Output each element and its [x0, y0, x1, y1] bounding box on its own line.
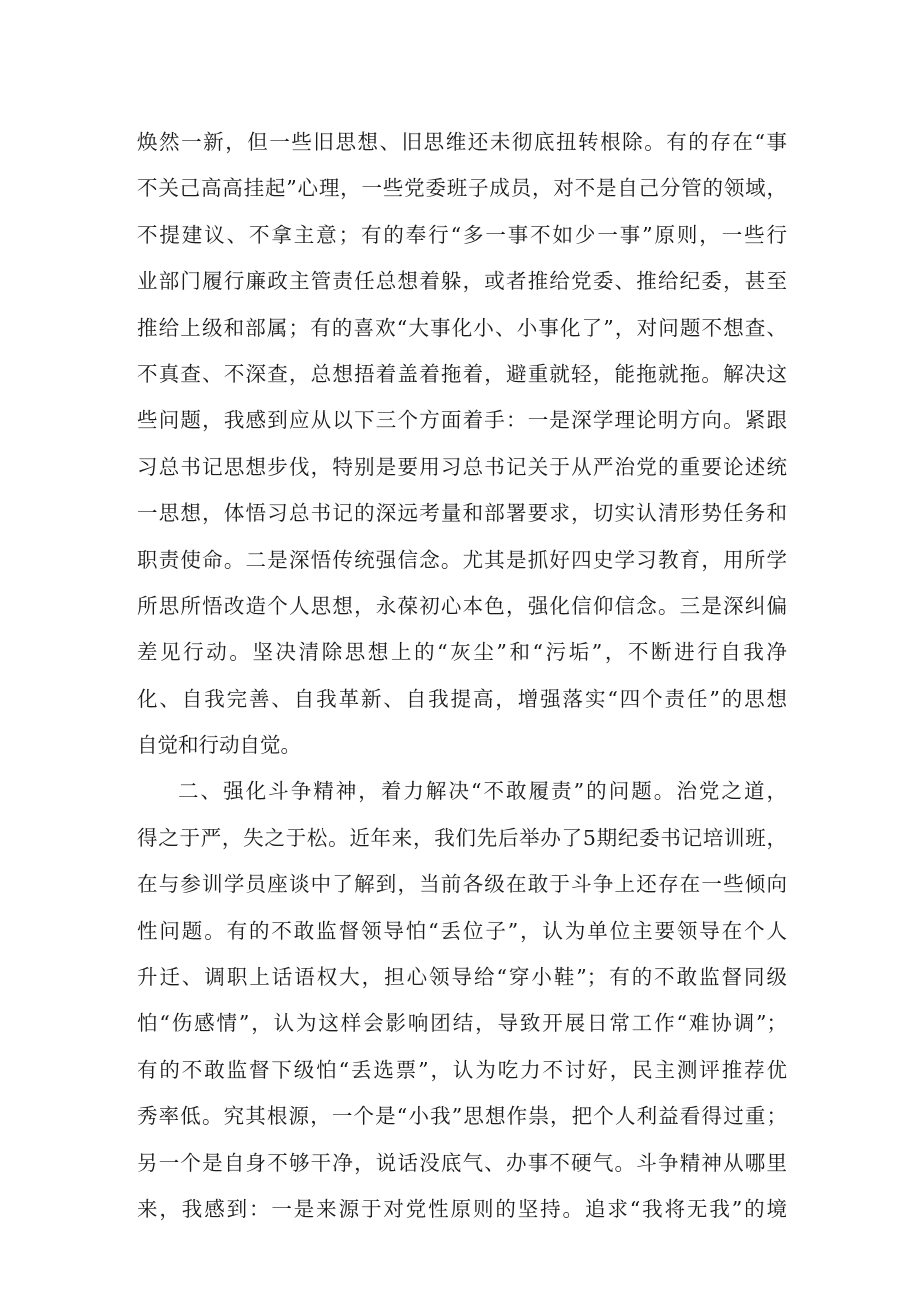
- text-line: 二、强化斗争精神，着力解决“不敢履责”的问题。治党之道，: [178, 779, 787, 804]
- text-line: 得之于严，失之于松。近年来，我们先后举办了5期纪委书记培训班，: [137, 825, 787, 850]
- text-line: 职责使命。二是深悟传统强信念。尤其是抓好四史学习教育，用所学: [137, 547, 787, 572]
- text-line: 来，我感到：一是来源于对党性原则的坚持。追求“我将无我”的境: [137, 1196, 787, 1221]
- text-line: 秀率低。究其根源，一个是“小我”思想作祟，把个人利益看得过重；: [137, 1104, 787, 1129]
- text-line: 焕然一新，但一些旧思想、旧思维还未彻底扭转根除。有的存在“事: [137, 130, 787, 154]
- text-line: 差见行动。坚决清除思想上的“灰尘”和“污垢”，不断进行自我净: [137, 640, 787, 665]
- document-body: [137, 119, 787, 1232]
- text-line: 有的不敢监督下级怕“丢选票”，认为吃力不讨好，民主测评推荐优: [137, 1057, 787, 1082]
- text-line: 自觉和行动自觉。: [137, 733, 301, 758]
- text-line: 所思所悟改造个人思想，永葆初心本色，强化信仰信念。三是深纠偏: [137, 593, 787, 618]
- text-line: 不关己高高挂起”心理，一些党委班子成员，对不是自己分管的领域，: [137, 176, 787, 201]
- text-line: 些问题，我感到应从以下三个方面着手：一是深学理论明方向。紧跟: [137, 408, 787, 433]
- text-line: 怕“伤感情”，认为这样会影响团结，导致开展日常工作“难协调”；: [137, 1011, 787, 1036]
- text-line: 习总书记思想步伐，特别是要用习总书记关于从严治党的重要论述统: [137, 454, 787, 479]
- text-line: 另一个是自身不够干净，说话没底气、办事不硬气。斗争精神从哪里: [137, 1150, 787, 1175]
- text-line: 业部门履行廉政主管责任总想着躲，或者推给党委、推给纪委，甚至: [137, 269, 787, 294]
- text-line: 性问题。有的不敢监督领导怕“丢位子”，认为单位主要领导在个人: [137, 918, 787, 943]
- paragraph-1: [137, 119, 787, 768]
- text-line: 推给上级和部属；有的喜欢“大事化小、小事化了”，对问题不想查、: [137, 315, 787, 340]
- text-line: 不提建议、不拿主意；有的奉行“多一事不如少一事”原则，一些行: [137, 222, 787, 247]
- text-line: 化、自我完善、自我革新、自我提高，增强落实“四个责任”的思想: [137, 686, 787, 711]
- text-line: 升迁、调职上话语权大，担心领导给“穿小鞋”；有的不敢监督同级: [137, 965, 787, 990]
- text-line: 一思想，体悟习总书记的深远考量和部署要求，切实认清形势任务和: [137, 501, 787, 526]
- text-line: 在与参训学员座谈中了解到，当前各级在敢于斗争上还存在一些倾向: [137, 872, 787, 897]
- text-line: 不真查、不深查，总想捂着盖着拖着，避重就轻，能拖就拖。解决这: [137, 361, 787, 386]
- paragraph-2: [137, 768, 787, 1232]
